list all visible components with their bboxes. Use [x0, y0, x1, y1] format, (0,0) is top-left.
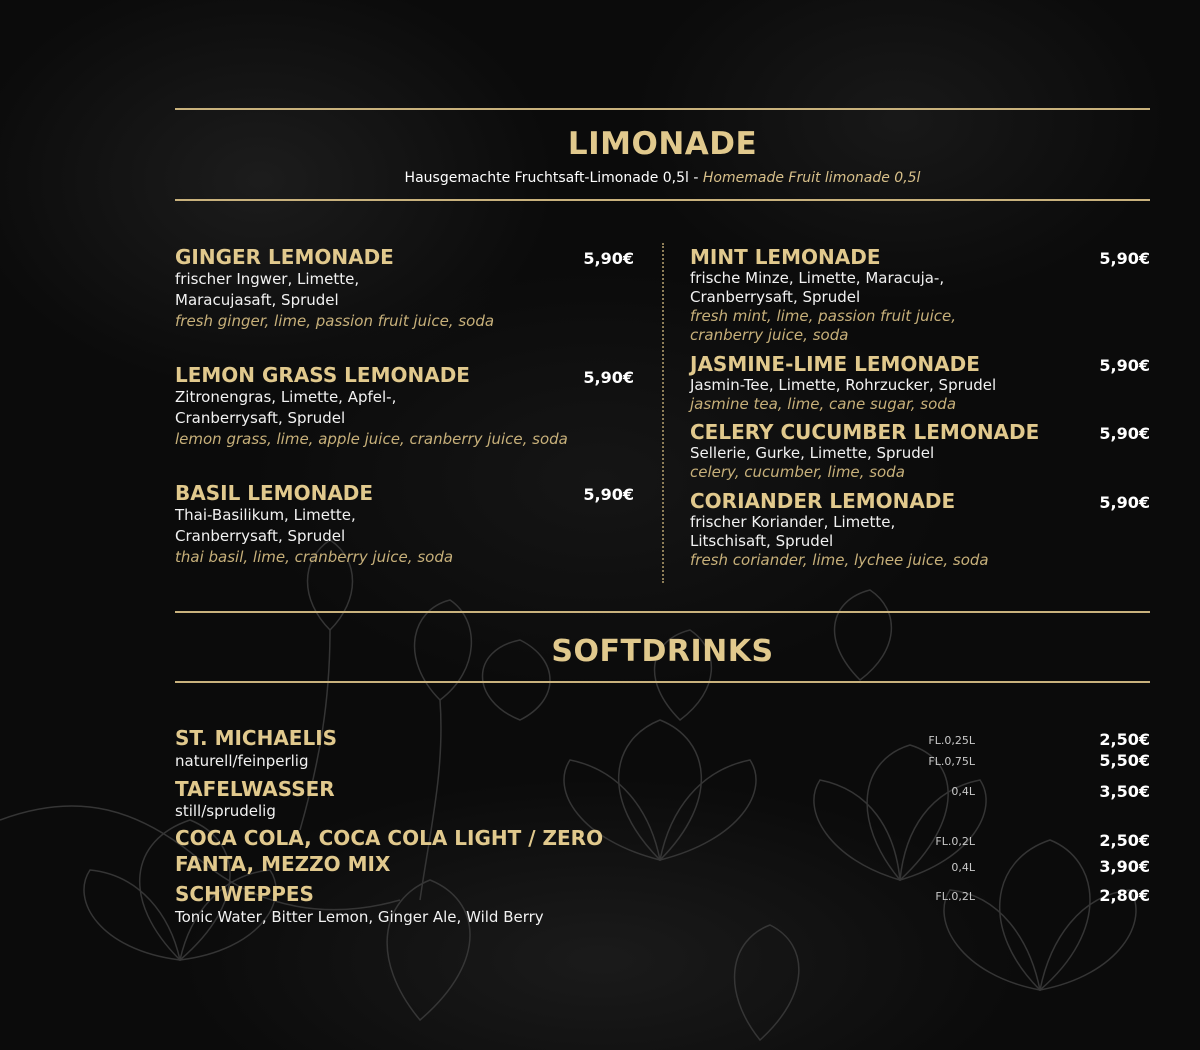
softdrink-description: Tonic Water, Bitter Lemon, Ginger Ale, Wild Berry: [175, 908, 544, 926]
softdrink-description: naturell/feinperlig: [175, 752, 309, 770]
softdrink-price: 3,50€: [1099, 782, 1150, 801]
item-description-en: thai basil, lime, cranberry juice, soda: [175, 548, 454, 566]
softdrink-price: 2,80€: [1099, 886, 1150, 905]
softdrink-volume: FL.0,75L: [928, 755, 975, 768]
item-name: CORIANDER LEMONADE: [690, 489, 956, 513]
item-description-de: Sellerie, Gurke, Limette, Sprudel: [690, 444, 935, 462]
item-name: CELERY CUCUMBER LEMONADE: [690, 420, 1040, 444]
softdrink-price: 3,90€: [1099, 857, 1150, 876]
softdrinks-header-divider: [175, 681, 1150, 683]
menu-item-basil-lemonade: [175, 481, 585, 568]
item-description-de: Zitronengras, Limette, Apfel-, Cranberrysaft, Sprudel: [175, 388, 397, 427]
item-description-de: Thai-Basilikum, Limette, Cranberrysaft, Sprudel: [175, 506, 356, 545]
limonade-section-title: LIMONADE: [567, 126, 758, 162]
item-description-de: frischer Ingwer, Limette, Maracujasaft, Sprudel: [175, 270, 360, 309]
item-description-en: celery, cucumber, lime, soda: [690, 463, 905, 481]
item-description-en: jasmine tea, lime, cane sugar, soda: [690, 395, 957, 413]
column-divider: [662, 243, 664, 583]
softdrink-name: TAFELWASSER: [175, 777, 335, 801]
item-name: GINGER LEMONADE: [175, 245, 394, 269]
limonade-header-divider: [175, 199, 1150, 201]
softdrink-volume: 0,4L: [951, 785, 975, 798]
item-description-de: frischer Koriander, Limette, Litschisaft, Sprudel: [690, 513, 896, 550]
item-description-en: fresh mint, lime, passion fruit juice, cranberry juice, soda: [690, 307, 957, 344]
item-name: LEMON GRASS LEMONADE: [175, 363, 470, 387]
item-price: 5,90€: [1099, 493, 1150, 512]
softdrink-name: ST. MICHAELIS: [175, 726, 338, 750]
softdrink-volume: FL.0,2L: [935, 890, 975, 903]
subtitle-german: Hausgemachte Fruchtsaft-Limonade 0,5l -: [404, 170, 703, 186]
menu-item-lemon-grass-lemonade: [175, 363, 585, 450]
softdrink-name: COCA COLA, COCA COLA LIGHT / ZERO: [175, 826, 604, 850]
softdrink-price: 5,50€: [1099, 751, 1150, 770]
item-name: MINT LEMONADE: [690, 245, 881, 269]
softdrinks-section-title: SOFTDRINKS: [551, 634, 774, 669]
menu-item-jasmine-lime-lemonade: [690, 352, 1070, 414]
softdrink-volume: FL.0,25L: [928, 734, 975, 747]
item-price: 5,90€: [583, 485, 634, 504]
limonade-subtitle: [175, 170, 1150, 186]
item-name: BASIL LEMONADE: [175, 481, 374, 505]
softdrink-price: 2,50€: [1099, 831, 1150, 850]
menu-item-coriander-lemonade: [690, 489, 1070, 570]
menu-item-mint-lemonade: [690, 245, 1070, 345]
softdrink-name: FANTA, MEZZO MIX: [175, 852, 391, 876]
softdrink-volume: FL.0,2L: [935, 835, 975, 848]
item-description-de: Jasmin-Tee, Limette, Rohrzucker, Sprudel: [690, 376, 997, 394]
softdrinks-top-divider: [175, 611, 1150, 613]
item-description-de: frische Minze, Limette, Maracuja-, Cranberrysaft, Sprudel: [690, 269, 945, 306]
item-price: 5,90€: [1099, 249, 1150, 268]
top-divider: [175, 108, 1150, 110]
menu-item-celery-cucumber-lemonade: [690, 420, 1070, 482]
item-description-en: lemon grass, lime, apple juice, cranberry juice, soda: [175, 430, 568, 448]
softdrink-name: SCHWEPPES: [175, 882, 314, 906]
item-name: JASMINE-LIME LEMONADE: [690, 352, 980, 376]
softdrink-volume: 0,4L: [951, 861, 975, 874]
item-price: 5,90€: [1099, 424, 1150, 443]
item-description-en: fresh coriander, lime, lychee juice, soda: [690, 551, 989, 569]
subtitle-english: Homemade Fruit limonade 0,5l: [702, 170, 921, 186]
item-price: 5,90€: [1099, 356, 1150, 375]
item-description-en: fresh ginger, lime, passion fruit juice, soda: [175, 312, 495, 330]
item-price: 5,90€: [583, 368, 634, 387]
item-price: 5,90€: [583, 249, 634, 268]
softdrink-description: still/sprudelig: [175, 802, 276, 820]
softdrink-price: 2,50€: [1099, 730, 1150, 749]
menu-item-ginger-lemonade: [175, 245, 585, 332]
